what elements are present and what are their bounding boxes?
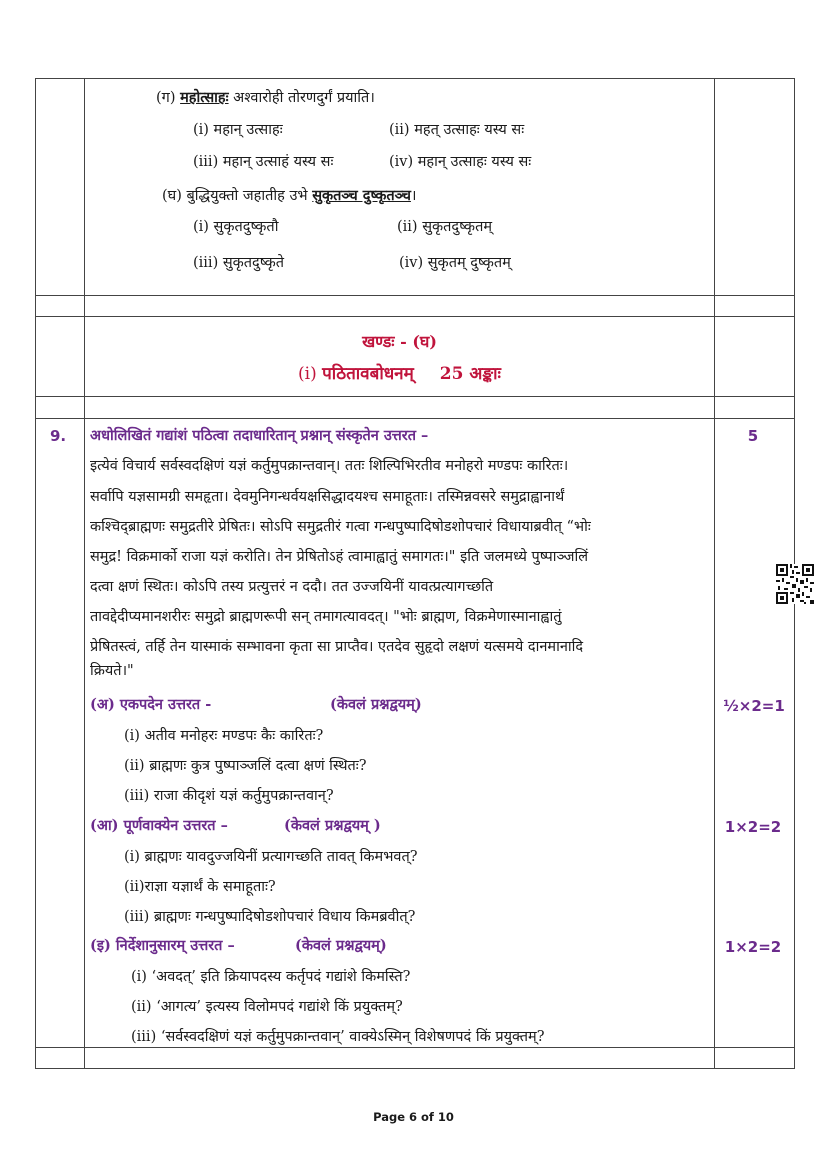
item-ga-option: (ii) महत् उत्साहः यस्य सः xyxy=(389,122,525,138)
item-ga-prefix: (ग) xyxy=(156,90,181,106)
row-divider xyxy=(35,1047,795,1048)
part-aa-heading: (आ) पूर्णवाक्येन उत्तरत – xyxy=(90,817,228,834)
part-i-marks: 1×2=2 xyxy=(724,938,782,956)
passage-line: सर्वापि यज्ञसामग्री समहृता। देवमुनिगन्धर्वयक्षसिद्धादयश्च समाहूताः। तस्मिन्नवसरे समुद्राह्वानार्थं xyxy=(90,489,565,505)
passage-line: क्रियते।" xyxy=(90,663,134,679)
question-number: 9. xyxy=(50,427,67,445)
column-divider-left xyxy=(84,78,85,1069)
part-aa-item: (ii)राज्ञा यज्ञार्थं के समाहूताः? xyxy=(124,879,276,895)
item-gha-option: (iv) सुकृतम् दुष्कृतम् xyxy=(399,255,511,271)
row-divider xyxy=(35,418,795,419)
question-instruction: अधोलिखितं गद्यांशं पठित्वा तदाधारितान् प्रश्नान् संस्कृतेन उत्तरत – xyxy=(90,427,429,444)
part-a-item: (iii) राजा कीदृशं यज्ञं कर्तुमुपक्रान्तवान्? xyxy=(124,788,334,804)
part-i-item: (i) ‘अवदत्’ इति क्रियापदस्य कर्तृपदं गद्यांशे किमस्ति? xyxy=(131,969,411,985)
passage-line: दत्वा क्षणं स्थितः। कोऽपि तस्य प्रत्युत्तरं न ददौ। तत उज्जयिनीं यावत्प्रत्यागच्छति xyxy=(90,579,494,595)
part-a-heading: (अ) एकपदेन उत्तरत - xyxy=(90,696,212,713)
part-i-heading: (इ) निर्देशानुसारम् उत्तरत – xyxy=(90,937,235,954)
part-i-item: (ii) ‘आगत्य’ इत्यस्य विलोमपदं गद्यांशे किं प्रयुक्तम्? xyxy=(131,999,403,1015)
item-ga-rest: अश्वारोही तोरणदुर्गं प्रयाति। xyxy=(228,90,375,106)
part-i-item: (iii) ‘सर्वस्वदक्षिणं यज्ञं कर्तुमुपक्रान्तवान्’ वाक्येऽस्मिन् विशेषणपदं किं प्रयुक्तम्? xyxy=(131,1029,545,1045)
item-gha-rest: । xyxy=(410,188,417,204)
passage-line: इत्येवं विचार्य सर्वस्वदक्षिणं यज्ञं कर्तुमुपक्रान्तवान्। ततः शिल्पिभिरतीव मनोहरो मण्डपः कारितः। xyxy=(90,458,569,474)
passage-line: तावद्देदीप्यमानशरीरः समुद्रो ब्राह्मणरूपी सन् तमागत्यावदत्। "भोः ब्राह्मण, विक्रमेणास्मानाह्वातुं xyxy=(90,609,562,625)
section-subtitle-text: पठितावबोधनम् xyxy=(322,364,414,384)
part-aa-item: (iii) ब्राह्मणः गन्धपुष्पादिषोडशोपचारं विधाय किमब्रवीत्? xyxy=(124,909,416,925)
item-gha-option: (ii) सुकृतदुष्कृतम् xyxy=(397,219,493,235)
part-aa-note: (केवलं प्रश्नद्वयम् ) xyxy=(284,817,381,834)
section-subtitle xyxy=(85,362,714,386)
item-gha-word: सुकृतञ्च दुष्कृतञ्च xyxy=(312,187,411,204)
section-subtitle-number: (i) xyxy=(298,364,323,384)
row-divider xyxy=(35,295,795,296)
part-aa-item: (i) ब्राह्मणः यावदुज्जयिनीं प्रत्यागच्छति तावत् किमभवत्? xyxy=(124,849,418,865)
part-a-marks: ½×2=1 xyxy=(723,697,785,715)
item-ga-option: (iv) महान् उत्साहः यस्य सः xyxy=(389,154,532,170)
item-ga-option: (i) महान् उत्साहः xyxy=(193,122,283,138)
passage-line: प्रेषितस्त्वं, तर्हि तेन यास्माकं सम्भावना कृता सा प्राप्तैव। एतदेव सुहृदो लक्षणं यत्समये दानमानादि xyxy=(90,639,584,655)
section-marks: 25 अङ्काः xyxy=(439,364,501,384)
row-divider xyxy=(35,396,795,397)
passage-line: कश्चिद्ब्राह्मणः समुद्रतीरे प्रेषितः। सोऽपि समुद्रतीरं गत्वा गन्धपुष्पादिषोडशोपचारं विधायाब्रवीत् “भोः xyxy=(90,519,591,535)
column-divider-right xyxy=(714,78,715,1069)
qr-code-icon xyxy=(776,564,814,604)
part-a-note: (केवलं प्रश्नद्वयम्) xyxy=(330,696,422,713)
item-ga-question xyxy=(156,88,375,108)
part-a-item: (i) अतीव मनोहरः मण्डपः कैः कारितः? xyxy=(124,728,324,744)
part-i-note: (केवलं प्रश्नद्वयम्) xyxy=(295,937,387,954)
passage-line: समुद्र! विक्रमार्को राजा यज्ञं करोति। तेन प्रेषितोऽहं त्वामाह्वातुं समागतः।" इति जलमध्ये पुष्पाञ्जलिं xyxy=(90,549,589,565)
item-ga-option: (iii) महान् उत्साहं यस्य सः xyxy=(193,154,334,170)
section-title: खण्डः - (घ) xyxy=(362,332,437,351)
question-marks: 5 xyxy=(747,427,759,445)
part-a-item: (ii) ब्राह्मणः कुत्र पुष्पाञ्जलिं दत्वा क्षणं स्थितः? xyxy=(124,758,367,774)
item-gha-prefix: (घ) बुद्धियुक्तो जहातीह उभे xyxy=(162,188,313,204)
row-divider xyxy=(35,316,795,317)
item-gha-option: (iii) सुकृतदुष्कृते xyxy=(193,255,284,271)
item-gha-question xyxy=(162,186,416,206)
item-gha-option: (i) सुकृतदुष्कृतौ xyxy=(193,219,279,235)
item-ga-word: महोत्साहः xyxy=(180,89,229,106)
part-aa-marks: 1×2=2 xyxy=(724,818,782,836)
page-number: Page 6 of 10 xyxy=(373,1110,454,1124)
